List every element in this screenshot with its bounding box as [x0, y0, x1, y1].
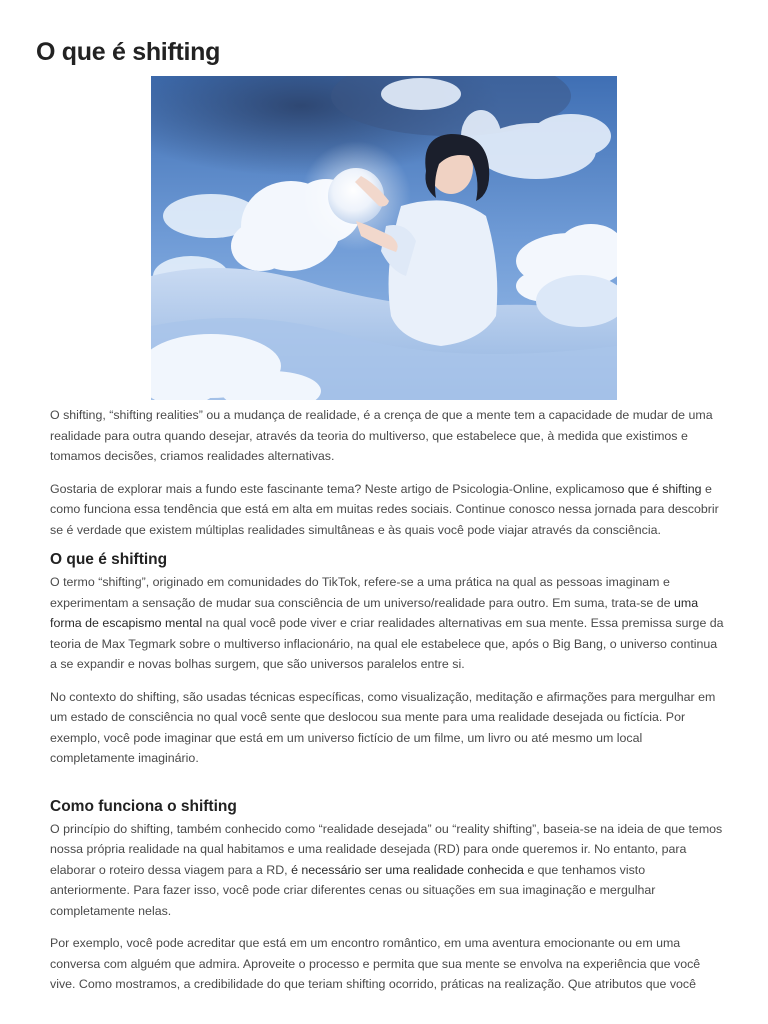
- section-title-how-shifting-works: Como funciona o shifting: [50, 797, 237, 815]
- intro-p2-text-before: Gostaria de explorar mais a fundo este fascinante tema? Neste artigo de Psicologia-Online, explicamos: [50, 481, 618, 496]
- section2-p1-text-before: O princípio do shifting, também conhecido como “realidade desejada” ou “reality shifting”, baseia-se na ideia de que temos nossa própria realidade na qual habitamos e uma realidade desejada (RD) para onde queremos ir. No entanto, para elaborar o roteiro dessa viagem para a RD,: [50, 821, 723, 877]
- article-body: [50, 405, 726, 992]
- section2-p1-text-after: e que tenhamos visto anteriormente. Para fazer isso, você pode criar diferentes cenas ou situações em sua imaginação e mergulhar completamente nelas.: [50, 862, 656, 918]
- intro-paragraph-1: O shifting, “shifting realities” ou a mudança de realidade, é a crença de que a mente tem a capacidade de mudar de uma realidade para outra quando desejar, através da teoria do multiverso, que estabelece que, à medida que existimos e tomamos decisões, criamos realidades alternativas.: [50, 408, 713, 463]
- page-title: O que é shifting: [36, 38, 221, 66]
- section1-paragraph-2: No contexto do shifting, são usadas técnicas específicas, como visualização, meditação e afirmações para mergulhar em um estado de consciência no qual você sente que deslocou sua mente para uma realidade desejada ou fictícia. Por exemplo, você pode imaginar que está em um universo fictício de um filme, um livro ou até mesmo um local completamente imaginário.: [50, 689, 716, 765]
- section1-p1-text-after: na qual você pode viver e criar realidades alternativas em sua mente. Essa premissa surge da teoria de Max Tegmark sobre o multiverso inflacionário, na qual ele estabelece que, após o Big Bang, o universo continua a se expandir e novas bolhas surgem, que são universos paralelos entre si.: [50, 616, 724, 671]
- hero-image: [151, 76, 617, 400]
- section2-paragraph-1: [50, 819, 726, 922]
- known-reality-link[interactable]: é necessário ser uma realidade conhecida: [291, 862, 524, 877]
- what-is-shifting-link[interactable]: o que é shifting: [617, 481, 702, 496]
- section-title-what-is-shifting: O que é shifting: [50, 551, 168, 568]
- mental-escapism-link[interactable]: uma forma de escapismo mental: [50, 595, 699, 630]
- section1-paragraph-1: [50, 572, 726, 675]
- intro-paragraph-2: [50, 479, 726, 541]
- section2-paragraph-2: Por exemplo, você pode acreditar que está em um encontro romântico, em uma aventura emocionante ou em uma conversa com alguém que admira. Aproveite o processo e permita que sua mente se envolva na experiência que você vive. Como mostramos, a credibilidade do que teriam shifting ocorrido, práticas na realização. Que atributos que você: [50, 936, 701, 991]
- section1-p1-text-before: O termo “shifting”, originado em comunidades do TikTok, refere-se a uma prática na qual as pessoas imaginam e experimentam a sensação de mudar sua consciência de um universo/realidade para outro. Em suma, trata-se de: [50, 575, 674, 610]
- woman-with-glowing-moon-among-clouds-image: [151, 76, 617, 400]
- intro-p2-text-after: e como funciona essa tendência que está em alta em muitas redes sociais. Continue conosco nessa jornada para descobrir se é verdade que existem múltiplas realidades simultâneas e às quais você pode viajar através da consciência.: [50, 481, 719, 537]
